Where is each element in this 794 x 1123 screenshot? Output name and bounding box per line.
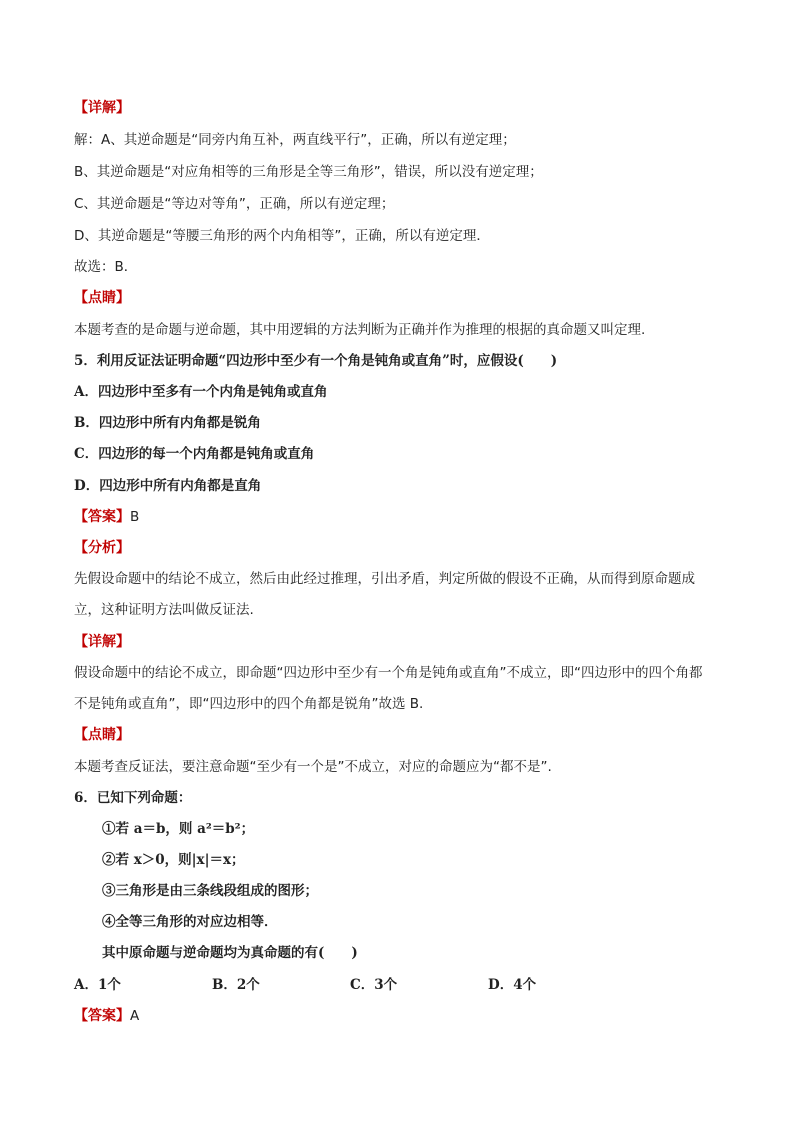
- point-heading: 【点睛】: [74, 290, 130, 306]
- question-6-stem: 6．已知下列命题：: [74, 790, 192, 806]
- question-5-option-c: C．四边形的每一个内角都是钝角或直角: [74, 446, 315, 462]
- detail-line: C、其逆命题是“等边对等角”，正确，所以有逆定理；: [74, 196, 395, 212]
- answer-heading: 【答案】: [74, 509, 130, 525]
- detail-line: 不是钝角或直角”，即“四边形中的四个角都是锐角”故选 B.: [74, 696, 424, 712]
- point-text: 本题考查的是命题与逆命题，其中用逻辑的方法判断为正确并作为推理的根据的真命题又叫定理.: [74, 322, 646, 338]
- point-heading: 【点睛】: [74, 727, 130, 743]
- question-5-option-a: A．四边形中至多有一个内角是钝角或直角: [74, 384, 328, 400]
- detail-heading: 【详解】: [74, 634, 130, 650]
- detail-line: 故选：B．: [74, 259, 138, 275]
- detail-line: D、其逆命题是“等腰三角形的两个内角相等”，正确，所以有逆定理．: [74, 228, 490, 244]
- answer-heading: 【答案】: [74, 1008, 130, 1024]
- detail-line: B、其逆命题是“对应角相等的三角形是全等三角形”，错误，所以没有逆定理；: [74, 164, 543, 180]
- question-6-option-a: A．1个: [74, 977, 121, 993]
- question-6-item: ④全等三角形的对应边相等．: [102, 914, 278, 930]
- analysis-line: 先假设命题中的结论不成立，然后由此经过推理，引出矛盾，判定所做的假设不正确，从而得到原命题成: [74, 571, 695, 587]
- question-6-item: ②若 x＞0，则|x|＝x；: [102, 852, 245, 868]
- question-6-option-b: B．2个: [212, 977, 260, 993]
- analysis-line: 立，这种证明方法叫做反证法.: [74, 602, 254, 618]
- detail-heading: 【详解】: [74, 100, 130, 116]
- question-5-option-b: B．四边形中所有内角都是锐角: [74, 415, 261, 431]
- question-5-stem: 5．利用反证法证明命题“四边形中至少有一个角是钝角或直角”时，应假设( ): [74, 353, 558, 369]
- question-6-prompt: 其中原命题与逆命题均为真命题的有( ): [102, 945, 358, 961]
- answer-row: [74, 1006, 724, 1026]
- question-6-item: ③三角形是由三条线段组成的图形；: [102, 883, 318, 899]
- question-6-option-c: C．3个: [350, 977, 398, 993]
- answer-value: A: [130, 1008, 140, 1024]
- detail-line: 解：A、其逆命题是“同旁内角互补，两直线平行”，正确，所以有逆定理；: [74, 132, 516, 148]
- detail-line: 假设命题中的结论不成立，即命题“四边形中至少有一个角是钝角或直角”不成立，即“四边形中的四个角都: [74, 665, 703, 681]
- answer-row: [74, 507, 724, 527]
- analysis-heading: 【分析】: [74, 540, 130, 556]
- question-6-item: ①若 a＝b，则 a²＝b²；: [102, 821, 255, 837]
- answer-value: B: [130, 509, 140, 525]
- point-text: 本题考查反证法，要注意命题“至少有一个是”不成立，对应的命题应为“都不是”.: [74, 759, 552, 775]
- question-6-options: [74, 975, 724, 995]
- question-6-option-d: D．4个: [488, 977, 537, 993]
- question-5-option-d: D．四边形中所有内角都是直角: [74, 478, 262, 494]
